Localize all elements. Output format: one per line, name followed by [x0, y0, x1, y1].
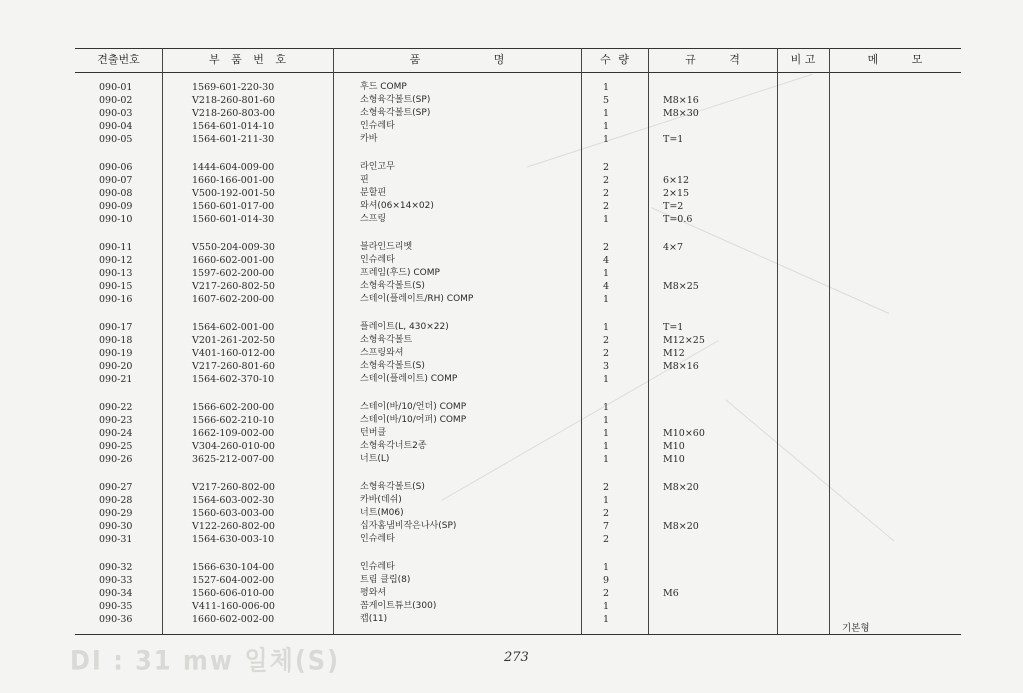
table-row	[75, 241, 961, 254]
part-number-cell: 1660-166-001-00	[192, 175, 275, 186]
spec-cell: T=2	[663, 201, 684, 212]
part-name-cell: 핀	[360, 175, 369, 185]
item-number-cell: 090-03	[99, 108, 133, 119]
part-number-cell: V411-160-006-00	[192, 601, 275, 612]
part-number-cell: 1660-602-001-00	[192, 255, 275, 266]
table-row	[75, 187, 961, 200]
parts-table	[75, 48, 961, 634]
item-number-cell: 090-11	[99, 242, 133, 253]
table-row	[75, 334, 961, 347]
quantity-cell: 7	[603, 521, 610, 532]
table-row	[75, 414, 961, 427]
quantity-cell: 1	[603, 495, 610, 506]
part-number-cell: 1560-606-010-00	[192, 588, 275, 599]
part-name-cell: 소형육각볼트(S)	[360, 361, 425, 371]
quantity-cell: 1	[603, 294, 610, 305]
part-number-cell: V217-260-802-50	[192, 281, 275, 292]
item-number-cell: 090-09	[99, 201, 133, 212]
table-row	[75, 401, 961, 414]
item-number-cell: 090-07	[99, 175, 133, 186]
part-number-cell: 1662-109-002-00	[192, 428, 275, 439]
part-number-cell: V500-192-001-50	[192, 188, 275, 199]
table-row	[75, 533, 961, 546]
spec-cell: M8×20	[663, 521, 699, 532]
part-name-cell: 스테이(바/10/언더) COMP	[360, 402, 467, 412]
part-number-cell: 1564-603-002-30	[192, 495, 275, 506]
quantity-cell: 1	[603, 82, 610, 93]
part-number-cell: 1566-630-104-00	[192, 562, 275, 573]
table-row	[75, 174, 961, 187]
spec-cell: T=1	[663, 134, 684, 145]
part-name-cell: 소형육각볼트(SP)	[360, 108, 431, 118]
spec-cell: M8×16	[663, 95, 699, 106]
part-name-cell: 소형육각볼트	[360, 335, 413, 345]
item-number-cell: 090-29	[99, 508, 133, 519]
quantity-cell: 2	[603, 188, 610, 199]
quantity-cell: 2	[603, 534, 610, 545]
spec-cell: M8×30	[663, 108, 699, 119]
spec-cell: 2×15	[663, 188, 690, 199]
quantity-cell: 3	[603, 361, 610, 372]
table-row	[75, 520, 961, 533]
header-part-name: 품 명	[409, 53, 505, 66]
table-bottom-rule	[75, 634, 961, 635]
quantity-cell: 1	[603, 562, 610, 573]
part-name-cell: 스테이(바/10/어퍼) COMP	[360, 415, 467, 425]
table-row	[75, 561, 961, 574]
part-number-cell: 1527-604-002-00	[192, 575, 275, 586]
table-row	[75, 293, 961, 306]
part-number-cell: 1560-601-017-00	[192, 201, 275, 212]
table-row	[75, 254, 961, 267]
item-number-cell: 090-12	[99, 255, 133, 266]
part-number-cell: V218-260-803-00	[192, 108, 275, 119]
part-number-cell: 3625-212-007-00	[192, 454, 275, 465]
item-number-cell: 090-17	[99, 322, 133, 333]
table-row	[75, 453, 961, 466]
item-number-cell: 090-35	[99, 601, 133, 612]
spec-cell: M8×16	[663, 361, 699, 372]
header-remark: 비 고	[790, 53, 816, 66]
table-row	[75, 94, 961, 107]
table-row	[75, 200, 961, 213]
part-number-cell: 1566-602-200-00	[192, 402, 275, 413]
quantity-cell: 1	[603, 134, 610, 145]
part-name-cell: 스프링와셔	[360, 348, 404, 358]
item-number-cell: 090-31	[99, 534, 133, 545]
quantity-cell: 2	[603, 335, 610, 346]
part-number-cell: 1660-602-002-00	[192, 614, 275, 625]
part-number-cell: 1560-601-014-30	[192, 214, 275, 225]
part-number-cell: V217-260-802-00	[192, 482, 275, 493]
item-number-cell: 090-30	[99, 521, 133, 532]
item-number-cell: 090-36	[99, 614, 133, 625]
item-number-cell: 090-26	[99, 454, 133, 465]
item-number-cell: 090-21	[99, 374, 133, 385]
item-number-cell: 090-01	[99, 82, 133, 93]
quantity-cell: 2	[603, 162, 610, 173]
table-row	[75, 107, 961, 120]
table-row	[75, 321, 961, 334]
quantity-cell: 1	[603, 428, 610, 439]
item-number-cell: 090-06	[99, 162, 133, 173]
quantity-cell: 2	[603, 242, 610, 253]
item-number-cell: 090-33	[99, 575, 133, 586]
part-name-cell: 턴버클	[360, 428, 387, 438]
part-number-cell: V218-260-801-60	[192, 95, 275, 106]
quantity-cell: 2	[603, 175, 610, 186]
spec-cell: T=1	[663, 322, 684, 333]
spec-cell: M6	[663, 588, 679, 599]
part-name-cell: 십자홈냄비작은나사(SP)	[360, 521, 457, 531]
part-name-cell: 와셔(06×14×02)	[360, 201, 434, 211]
part-number-cell: 1564-601-014-10	[192, 121, 275, 132]
part-number-cell: 1444-604-009-00	[192, 162, 275, 173]
table-row	[75, 507, 961, 520]
quantity-cell: 2	[603, 588, 610, 599]
part-name-cell: 후드 COMP	[360, 82, 407, 92]
table-row	[75, 360, 961, 373]
item-number-cell: 090-24	[99, 428, 133, 439]
part-number-cell: 1564-601-211-30	[192, 134, 275, 145]
table-row	[75, 427, 961, 440]
quantity-cell: 1	[603, 415, 610, 426]
table-row	[75, 440, 961, 453]
part-name-cell: 카바	[360, 134, 378, 144]
table-row	[75, 213, 961, 226]
part-name-cell: 스테이(플레이트/RH) COMP	[360, 294, 474, 304]
quantity-cell: 1	[603, 322, 610, 333]
table-row	[75, 347, 961, 360]
item-number-cell: 090-15	[99, 281, 133, 292]
quantity-cell: 1	[603, 402, 610, 413]
part-name-cell: 트림 클립(8)	[360, 575, 411, 585]
part-name-cell: 평와셔	[360, 588, 387, 598]
part-number-cell: V217-260-801-60	[192, 361, 275, 372]
part-name-cell: 너트(M06)	[360, 508, 404, 518]
item-number-cell: 090-13	[99, 268, 133, 279]
table-row	[75, 494, 961, 507]
part-number-cell: 1607-602-200-00	[192, 294, 275, 305]
part-name-cell: 플레이트(L, 430×22)	[360, 322, 449, 332]
spec-cell: M8×20	[663, 482, 699, 493]
spec-cell: M8×25	[663, 281, 699, 292]
part-number-cell: 1564-602-370-10	[192, 374, 275, 385]
quantity-cell: 1	[603, 614, 610, 625]
item-number-cell: 090-02	[99, 95, 133, 106]
item-number-cell: 090-27	[99, 482, 133, 493]
item-number-cell: 090-16	[99, 294, 133, 305]
bleed-through-text: DI : 31 mw 일체(S)	[70, 645, 341, 676]
table-row	[75, 600, 961, 613]
part-number-cell: V201-261-202-50	[192, 335, 275, 346]
table-row	[75, 574, 961, 587]
part-name-cell: 분할핀	[360, 188, 387, 198]
item-number-cell: 090-22	[99, 402, 133, 413]
item-number-cell: 090-25	[99, 441, 133, 452]
quantity-cell: 1	[603, 601, 610, 612]
table-row	[75, 81, 961, 94]
spec-cell: 6×12	[663, 175, 690, 186]
part-name-cell: 스테이(플레이트) COMP	[360, 374, 458, 384]
header-item-no: 견출번호	[97, 53, 140, 66]
part-name-cell: 너트(L)	[360, 454, 390, 464]
part-name-cell: 소형육각볼트(S)	[360, 482, 425, 492]
item-number-cell: 090-18	[99, 335, 133, 346]
memo-note: 기본형	[842, 623, 870, 634]
quantity-cell: 1	[603, 108, 610, 119]
spec-cell: M12	[663, 348, 685, 359]
quantity-cell: 2	[603, 508, 610, 519]
part-name-cell: 블라인드리벳	[360, 242, 413, 252]
quantity-cell: 1	[603, 214, 610, 225]
table-row	[75, 133, 961, 146]
header-memo: 메 모	[867, 53, 923, 66]
part-number-cell: V122-260-802-00	[192, 521, 275, 532]
quantity-cell: 5	[603, 95, 610, 106]
item-number-cell: 090-32	[99, 562, 133, 573]
quantity-cell: 4	[603, 281, 610, 292]
quantity-cell: 2	[603, 348, 610, 359]
quantity-cell: 1	[603, 374, 610, 385]
part-number-cell: 1564-630-003-10	[192, 534, 275, 545]
part-name-cell: 인슈레타	[360, 255, 395, 265]
part-number-cell: 1560-603-003-00	[192, 508, 275, 519]
header-spec: 규 격	[685, 53, 740, 66]
part-number-cell: V304-260-010-00	[192, 441, 275, 452]
part-name-cell: 소형육각볼트(S)	[360, 281, 425, 291]
part-number-cell: V550-204-009-30	[192, 242, 275, 253]
table-row	[75, 587, 961, 600]
item-number-cell: 090-23	[99, 415, 133, 426]
table-row	[75, 120, 961, 133]
quantity-cell: 1	[603, 441, 610, 452]
item-number-cell: 090-34	[99, 588, 133, 599]
part-name-cell: 프레임(후드) COMP	[360, 268, 440, 278]
spec-cell: M12×25	[663, 335, 705, 346]
table-row	[75, 280, 961, 293]
table-row	[75, 481, 961, 494]
item-number-cell: 090-05	[99, 134, 133, 145]
item-number-cell: 090-28	[99, 495, 133, 506]
part-name-cell: 소형육각너트2종	[360, 441, 427, 451]
part-number-cell: V401-160-012-00	[192, 348, 275, 359]
spec-cell: M10	[663, 454, 685, 465]
item-number-cell: 090-10	[99, 214, 133, 225]
spec-cell: T=0.6	[663, 214, 693, 225]
part-name-cell: 인슈레타	[360, 534, 395, 544]
page-number: 273	[504, 650, 529, 665]
table-row	[75, 373, 961, 386]
spec-cell: 4×7	[663, 242, 684, 253]
part-number-cell: 1566-602-210-10	[192, 415, 275, 426]
quantity-cell: 1	[603, 454, 610, 465]
table-row	[75, 267, 961, 280]
part-name-cell: 캡(11)	[360, 614, 388, 624]
part-name-cell: 인슈레타	[360, 562, 395, 572]
quantity-cell: 1	[603, 121, 610, 132]
part-number-cell: 1597-602-200-00	[192, 268, 275, 279]
part-name-cell: 카바(데쉬)	[360, 495, 402, 505]
quantity-cell: 4	[603, 255, 610, 266]
part-name-cell: 스프링	[360, 214, 387, 224]
table-row	[75, 613, 961, 626]
part-name-cell: 소형육각볼트(SP)	[360, 95, 431, 105]
spec-cell: M10	[663, 441, 685, 452]
part-name-cell: 라인고무	[360, 162, 395, 172]
part-number-cell: 1564-602-001-00	[192, 322, 275, 333]
spec-cell: M10×60	[663, 428, 705, 439]
item-number-cell: 090-19	[99, 348, 133, 359]
item-number-cell: 090-04	[99, 121, 133, 132]
table-row	[75, 161, 961, 174]
item-number-cell: 090-20	[99, 361, 133, 372]
part-name-cell: 꼼게이트튜브(300)	[360, 601, 437, 611]
part-number-cell: 1569-601-220-30	[192, 82, 275, 93]
part-name-cell: 인슈레타	[360, 121, 395, 131]
quantity-cell: 2	[603, 201, 610, 212]
quantity-cell: 2	[603, 482, 610, 493]
header-quantity: 수 량	[600, 53, 629, 66]
item-number-cell: 090-08	[99, 188, 133, 199]
header-part-no: 부 품 번 호	[209, 53, 286, 66]
quantity-cell: 9	[603, 575, 610, 586]
quantity-cell: 1	[603, 268, 610, 279]
